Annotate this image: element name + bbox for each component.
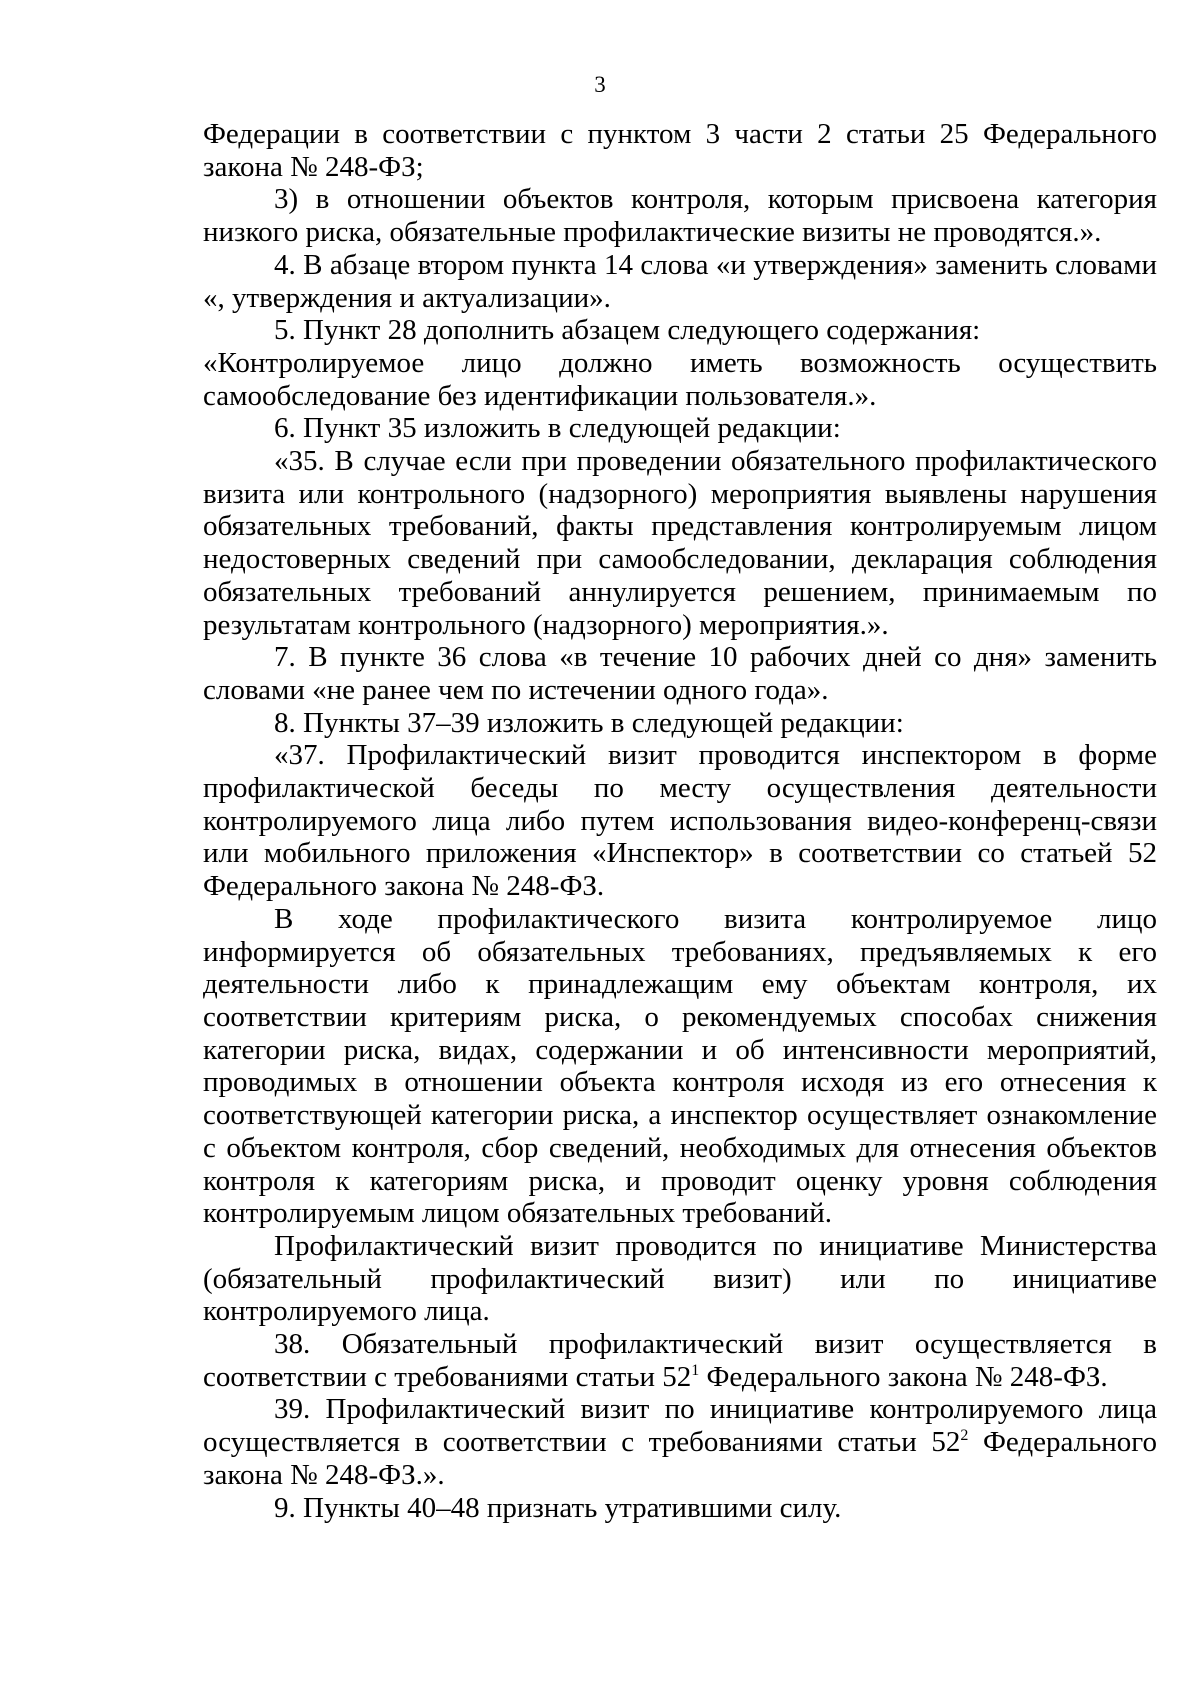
paragraph-point-39 [203, 1393, 1157, 1491]
paragraph-item-8: 8. Пункты 37–39 изложить в следующей редакции: [274, 706, 904, 739]
point-38-text-end: Федерального закона № 248-ФЗ. [699, 1360, 1108, 1393]
paragraph-item-4: 4. В абзаце втором пункта 14 слова «и утверждения» заменить словами «, утверждения и актуализации». [203, 248, 1157, 314]
paragraph-item-6: 6. Пункт 35 изложить в следующей редакции: [274, 412, 841, 445]
paragraph-item-7: 7. В пункте 36 слова «в течение 10 рабочих дней со дня» заменить словами «не ранее чем по истечении одного года». [203, 641, 1157, 706]
superscript-1: 1 [691, 1361, 700, 1379]
document-body [203, 118, 1157, 1524]
paragraph-item-5: 5. Пункт 28 дополнить абзацем следующего содержания: [274, 314, 981, 347]
paragraph-point-35: «35. В случае если при проведении обязательного профилактического визита или контрольного (надзорного) мероприятия выявлены нарушения обязательных требований, факты представления контролируемым лицом недостоверных сведений при самообследовании, декларация соблюдения обязательных требований аннулируется решением, принимаемым по результатам контрольного (надзорного) мероприятия.». [203, 445, 1157, 641]
paragraph-visit-content: В ходе профилактического визита контролируемое лицо информируется об обязательных требованиях, предъявляемых к его деятельности либо к принадлежащим ему объектам контроля, их соответствии критериям риска, о рекомендуемых способах снижения категории риска, видах, содержании и об интенсивности мероприятий, проводимых в отношении объекта контроля исходя из его отнесения к соответствующей категории риска, а инспектор осуществляет ознакомление с объектом контроля, сбор сведений, необходимых для отнесения объектов контроля к категориям риска, и проводит оценку уровня соблюдения контролируемым лицом обязательных требований. [203, 902, 1157, 1230]
point-39-text-end: Федерального закона № 248-ФЗ.». [203, 1426, 1157, 1491]
paragraph-quoted-insert: «Контролируемое лицо должно иметь возможность осуществить самообследование без идентификации пользователя.». [203, 346, 1157, 412]
page-number: 3 [594, 72, 606, 97]
paragraph-item-9: 9. Пункты 40–48 признать утратившими силу. [274, 1491, 842, 1524]
point-39-text: 39. Профилактический визит по инициативе контролируемого лица осуществляется в соответствии с требованиями статьи 52 [203, 1393, 1157, 1459]
paragraph-point-37: «37. Профилактический визит проводится инспектором в форме профилактической беседы по месту осуществления деятельности контролируемого лица либо путем использования видео-конференц-связи или мобильного приложения «Инспектор» в соответствии со статьей 52 Федерального закона № 248-ФЗ. [203, 739, 1157, 903]
paragraph-continuation: Федерации в соответствии с пунктом 3 части 2 статьи 25 Федерального закона № 248-ФЗ; [203, 118, 1157, 183]
point-38-text: 38. Обязательный профилактический визит осуществляется в соответствии с требованиями статьи 52 [203, 1328, 1157, 1393]
paragraph-point-38 [203, 1328, 1157, 1393]
paragraph-item-3: 3) в отношении объектов контроля, которым присвоена категория низкого риска, обязательные профилактические визиты не проводятся.». [203, 183, 1157, 249]
paragraph-visit-initiative: Профилактический визит проводится по инициативе Министерства (обязательный профилактический визит) или по инициативе контролируемого лица. [203, 1229, 1157, 1328]
superscript-2: 2 [960, 1427, 969, 1445]
